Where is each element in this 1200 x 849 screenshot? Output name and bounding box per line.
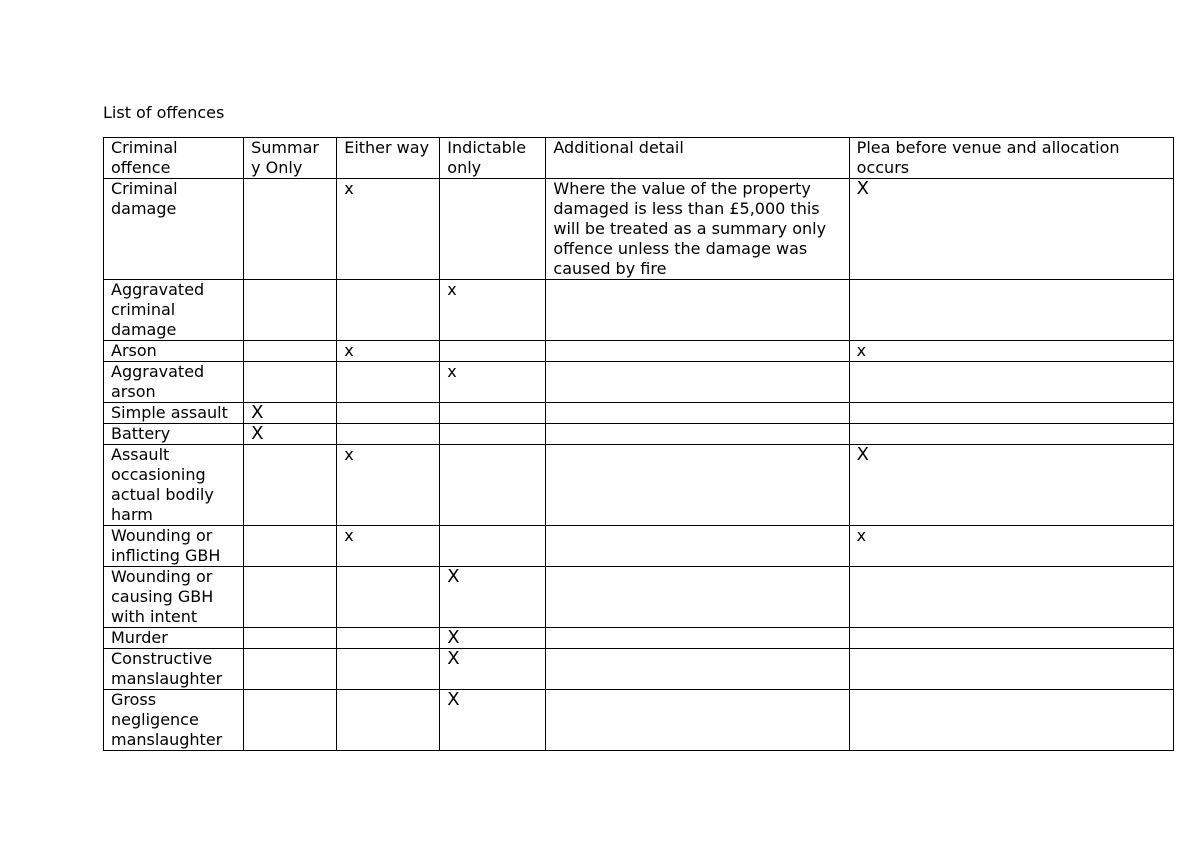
cell-either: x bbox=[337, 179, 440, 280]
cell-detail bbox=[546, 526, 849, 567]
table-row bbox=[104, 567, 1174, 628]
cell-offence: Simple assault bbox=[104, 403, 244, 424]
header-plea-before-venue: Plea before venue and allocation occurs bbox=[849, 138, 1173, 179]
cell-either bbox=[337, 424, 440, 445]
cell-offence: Wounding or causing GBH with intent bbox=[104, 567, 244, 628]
cell-indictable bbox=[440, 424, 546, 445]
table-row bbox=[104, 424, 1174, 445]
header-additional-detail: Additional detail bbox=[546, 138, 849, 179]
header-offence: Criminal offence bbox=[104, 138, 244, 179]
cell-detail bbox=[546, 341, 849, 362]
cell-plea bbox=[849, 649, 1173, 690]
cell-summary bbox=[244, 445, 337, 526]
cell-indictable: x bbox=[440, 362, 546, 403]
cell-detail bbox=[546, 403, 849, 424]
cell-offence: Aggravated criminal damage bbox=[104, 280, 244, 341]
cell-either: x bbox=[337, 445, 440, 526]
cell-plea bbox=[849, 424, 1173, 445]
header-summary-only: Summar y Only bbox=[244, 138, 337, 179]
table-row bbox=[104, 179, 1174, 280]
table-row bbox=[104, 690, 1174, 751]
cell-plea: x bbox=[849, 526, 1173, 567]
table-row bbox=[104, 649, 1174, 690]
cell-plea bbox=[849, 362, 1173, 403]
table-row bbox=[104, 280, 1174, 341]
cell-summary bbox=[244, 280, 337, 341]
cell-indictable: x bbox=[440, 280, 546, 341]
cell-either bbox=[337, 628, 440, 649]
cell-offence: Criminal damage bbox=[104, 179, 244, 280]
cell-detail bbox=[546, 445, 849, 526]
cell-detail bbox=[546, 649, 849, 690]
cell-indictable bbox=[440, 526, 546, 567]
header-indictable-only: Indictable only bbox=[440, 138, 546, 179]
cell-detail bbox=[546, 567, 849, 628]
cell-offence: Arson bbox=[104, 341, 244, 362]
cell-detail bbox=[546, 362, 849, 403]
table-row bbox=[104, 362, 1174, 403]
cell-detail bbox=[546, 424, 849, 445]
cell-either bbox=[337, 690, 440, 751]
cell-either bbox=[337, 403, 440, 424]
cell-either bbox=[337, 649, 440, 690]
cell-either: x bbox=[337, 526, 440, 567]
cell-summary bbox=[244, 567, 337, 628]
table-row bbox=[104, 403, 1174, 424]
cell-summary bbox=[244, 628, 337, 649]
table-row bbox=[104, 628, 1174, 649]
cell-either bbox=[337, 567, 440, 628]
cell-plea bbox=[849, 567, 1173, 628]
cell-summary bbox=[244, 649, 337, 690]
cell-indictable bbox=[440, 445, 546, 526]
table-row bbox=[104, 341, 1174, 362]
cell-either bbox=[337, 280, 440, 341]
cell-summary: X bbox=[244, 424, 337, 445]
cell-either: x bbox=[337, 341, 440, 362]
cell-offence: Wounding or inflicting GBH bbox=[104, 526, 244, 567]
document-title: List of offences bbox=[103, 103, 225, 122]
cell-summary bbox=[244, 341, 337, 362]
cell-summary bbox=[244, 526, 337, 567]
cell-detail: Where the value of the property damaged is less than £5,000 this will be treated as a summary only offence unless the damage was caused by fire bbox=[546, 179, 849, 280]
cell-plea: X bbox=[849, 445, 1173, 526]
cell-plea: X bbox=[849, 179, 1173, 280]
table-header-row bbox=[104, 138, 1174, 179]
header-either-way: Either way bbox=[337, 138, 440, 179]
cell-summary bbox=[244, 690, 337, 751]
cell-offence: Aggravated arson bbox=[104, 362, 244, 403]
cell-plea bbox=[849, 628, 1173, 649]
cell-summary: X bbox=[244, 403, 337, 424]
cell-plea bbox=[849, 280, 1173, 341]
cell-summary bbox=[244, 362, 337, 403]
table-row bbox=[104, 526, 1174, 567]
cell-indictable bbox=[440, 403, 546, 424]
cell-offence: Assault occasioning actual bodily harm bbox=[104, 445, 244, 526]
offences-table bbox=[103, 137, 1174, 751]
cell-indictable: X bbox=[440, 649, 546, 690]
cell-summary bbox=[244, 179, 337, 280]
cell-plea bbox=[849, 690, 1173, 751]
cell-either bbox=[337, 362, 440, 403]
cell-plea: x bbox=[849, 341, 1173, 362]
cell-offence: Murder bbox=[104, 628, 244, 649]
cell-offence: Battery bbox=[104, 424, 244, 445]
table-row bbox=[104, 445, 1174, 526]
cell-indictable: X bbox=[440, 628, 546, 649]
cell-indictable bbox=[440, 341, 546, 362]
cell-indictable: X bbox=[440, 690, 546, 751]
cell-offence: Gross negligence manslaughter bbox=[104, 690, 244, 751]
cell-indictable bbox=[440, 179, 546, 280]
cell-indictable: X bbox=[440, 567, 546, 628]
cell-detail bbox=[546, 628, 849, 649]
cell-plea bbox=[849, 403, 1173, 424]
cell-detail bbox=[546, 690, 849, 751]
cell-offence: Constructive manslaughter bbox=[104, 649, 244, 690]
cell-detail bbox=[546, 280, 849, 341]
